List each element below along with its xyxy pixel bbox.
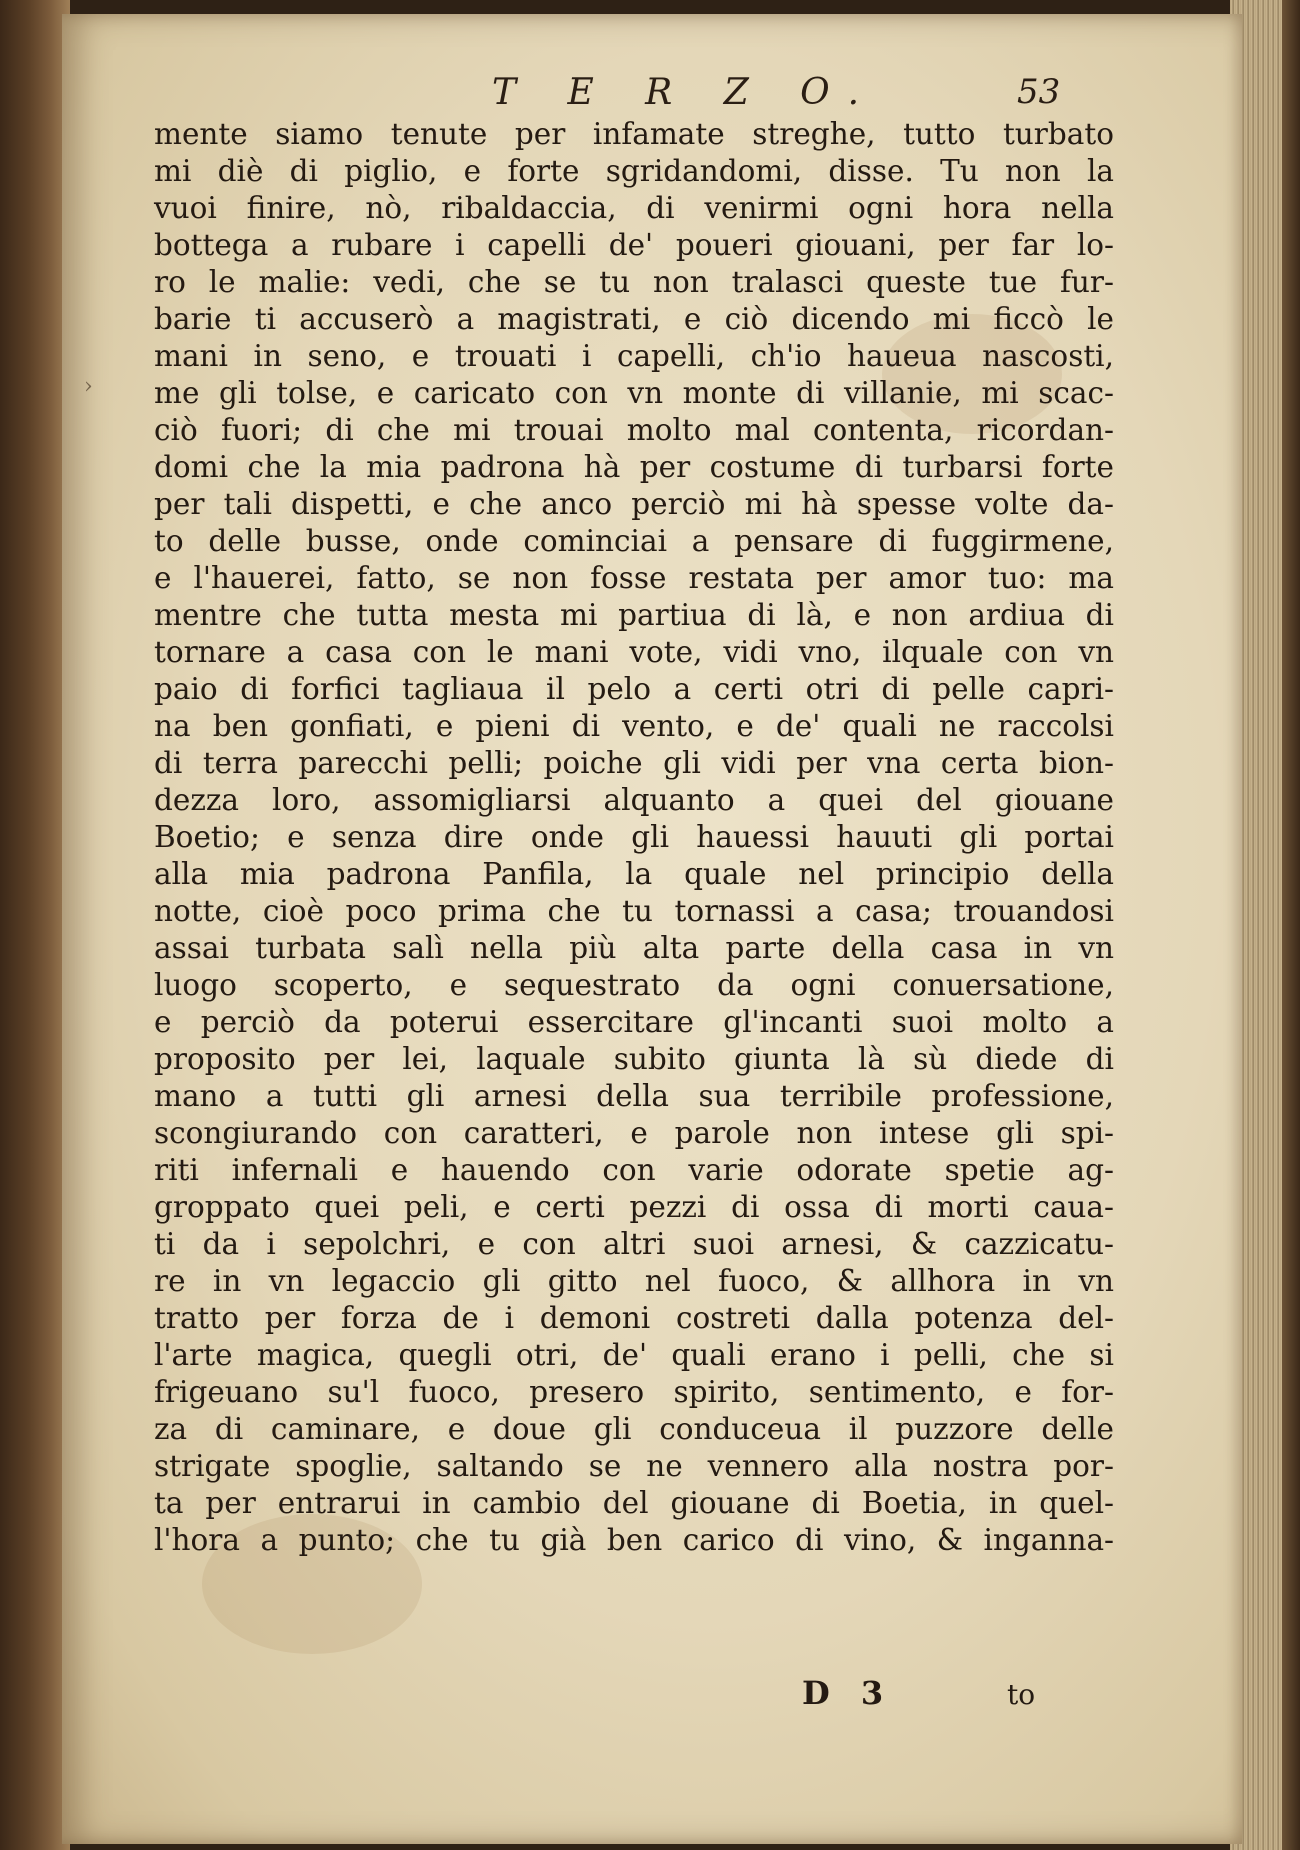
text-line: me gli tolse, e caricato con vn monte di villanie, mi scac- <box>154 376 1114 410</box>
catchword: to <box>1007 1678 1036 1711</box>
text-line: mani in seno, e trouati i capelli, ch'io haueua nascosti, <box>154 339 1114 373</box>
text-line: to delle busse, onde cominciai a pensare di fuggirmene, <box>154 524 1114 558</box>
text-line: notte, cioè poco prima che tu tornassi a casa; trouandosi <box>154 894 1114 928</box>
book-binding-edge <box>0 0 70 1850</box>
text-line: luogo scoperto, e sequestrato da ogni conuersatione, <box>154 968 1114 1002</box>
text-line: vuoi finire, nò, ribaldaccia, di venirmi ogni hora nella <box>154 191 1114 225</box>
margin-mark: › <box>84 374 93 399</box>
running-head-title: T E R Z O. <box>492 72 880 113</box>
body-text <box>154 116 1114 1559</box>
text-line: groppato quei peli, e certi pezzi di ossa di morti caua- <box>154 1190 1114 1224</box>
text-line: mano a tutti gli arnesi della sua terribile professione, <box>154 1079 1114 1113</box>
text-line: scongiurando con caratteri, e parole non intese gli spi- <box>154 1116 1114 1150</box>
text-line: paio di forfici tagliaua il pelo a certi otri di pelle capri- <box>154 672 1114 706</box>
text-line: per tali dispetti, e che anco perciò mi hà spesse volte da- <box>154 487 1114 521</box>
text-line: riti infernali e hauendo con varie odorate spetie ag- <box>154 1153 1114 1187</box>
text-line: ti da i sepolchri, e con altri suoi arnesi, & cazzicatu- <box>154 1227 1114 1261</box>
text-line: proposito per lei, laquale subito giunta là sù diede di <box>154 1042 1114 1076</box>
text-line: za di caminare, e doue gli conduceua il puzzore delle <box>154 1412 1114 1446</box>
text-line: ciò fuori; di che mi trouai molto mal contenta, ricordan- <box>154 413 1114 447</box>
signature-mark: D 3 <box>802 1674 894 1712</box>
text-line: ta per entrarui in cambio del giouane di Boetia, in quel- <box>154 1486 1114 1520</box>
text-line: tornare a casa con le mani vote, vidi vno, ilquale con vn <box>154 635 1114 669</box>
text-line: mentre che tutta mesta mi partiua di là, e non ardiua di <box>154 598 1114 632</box>
book-page <box>62 14 1242 1844</box>
text-line: tratto per forza de i demoni costreti dalla potenza del- <box>154 1301 1114 1335</box>
text-line: di terra parecchi pelli; poiche gli vidi per vna certa bion- <box>154 746 1114 780</box>
text-line: mente siamo tenute per infamate streghe, tutto turbato <box>154 117 1114 151</box>
text-line: frigeuano su'l fuoco, presero spirito, sentimento, e for- <box>154 1375 1114 1409</box>
text-line: ro le malie: vedi, che se tu non tralasci queste tue fur- <box>154 265 1114 299</box>
text-line: re in vn legaccio gli gitto nel fuoco, & allhora in vn <box>154 1264 1114 1298</box>
text-line: na ben gonfiati, e pieni di vento, e de' quali ne raccolsi <box>154 709 1114 743</box>
text-line: alla mia padrona Panfila, la quale nel principio della <box>154 857 1114 891</box>
text-line: domi che la mia padrona hà per costume di turbarsi forte <box>154 450 1114 484</box>
text-line: bottega a rubare i capelli de' poueri giouani, per far lo- <box>154 228 1114 262</box>
text-line: l'arte magica, quegli otri, de' quali erano i pelli, che si <box>154 1338 1114 1372</box>
text-line: assai turbata salì nella più alta parte della casa in vn <box>154 931 1114 965</box>
text-line: mi diè di piglio, e forte sgridandomi, disse. Tu non la <box>154 154 1114 188</box>
text-line: l'hora a punto; che tu già ben carico di vino, & inganna- <box>154 1523 1114 1557</box>
page-footer <box>62 1674 1242 1724</box>
page-number: 53 <box>1017 72 1061 112</box>
running-head <box>62 72 1242 122</box>
text-line: barie ti accuserò a magistrati, e ciò dicendo mi ficcò le <box>154 302 1114 336</box>
text-line: e l'hauerei, fatto, se non fosse restata per amor tuo: ma <box>154 561 1114 595</box>
text-line: strigate spoglie, saltando se ne vennero alla nostra por- <box>154 1449 1114 1483</box>
text-line: Boetio; e senza dire onde gli hauessi hauuti gli portai <box>154 820 1114 854</box>
text-line: e perciò da poterui essercitare gl'incanti suoi molto a <box>154 1005 1114 1039</box>
text-line: dezza loro, assomigliarsi alquanto a quei del giouane <box>154 783 1114 817</box>
